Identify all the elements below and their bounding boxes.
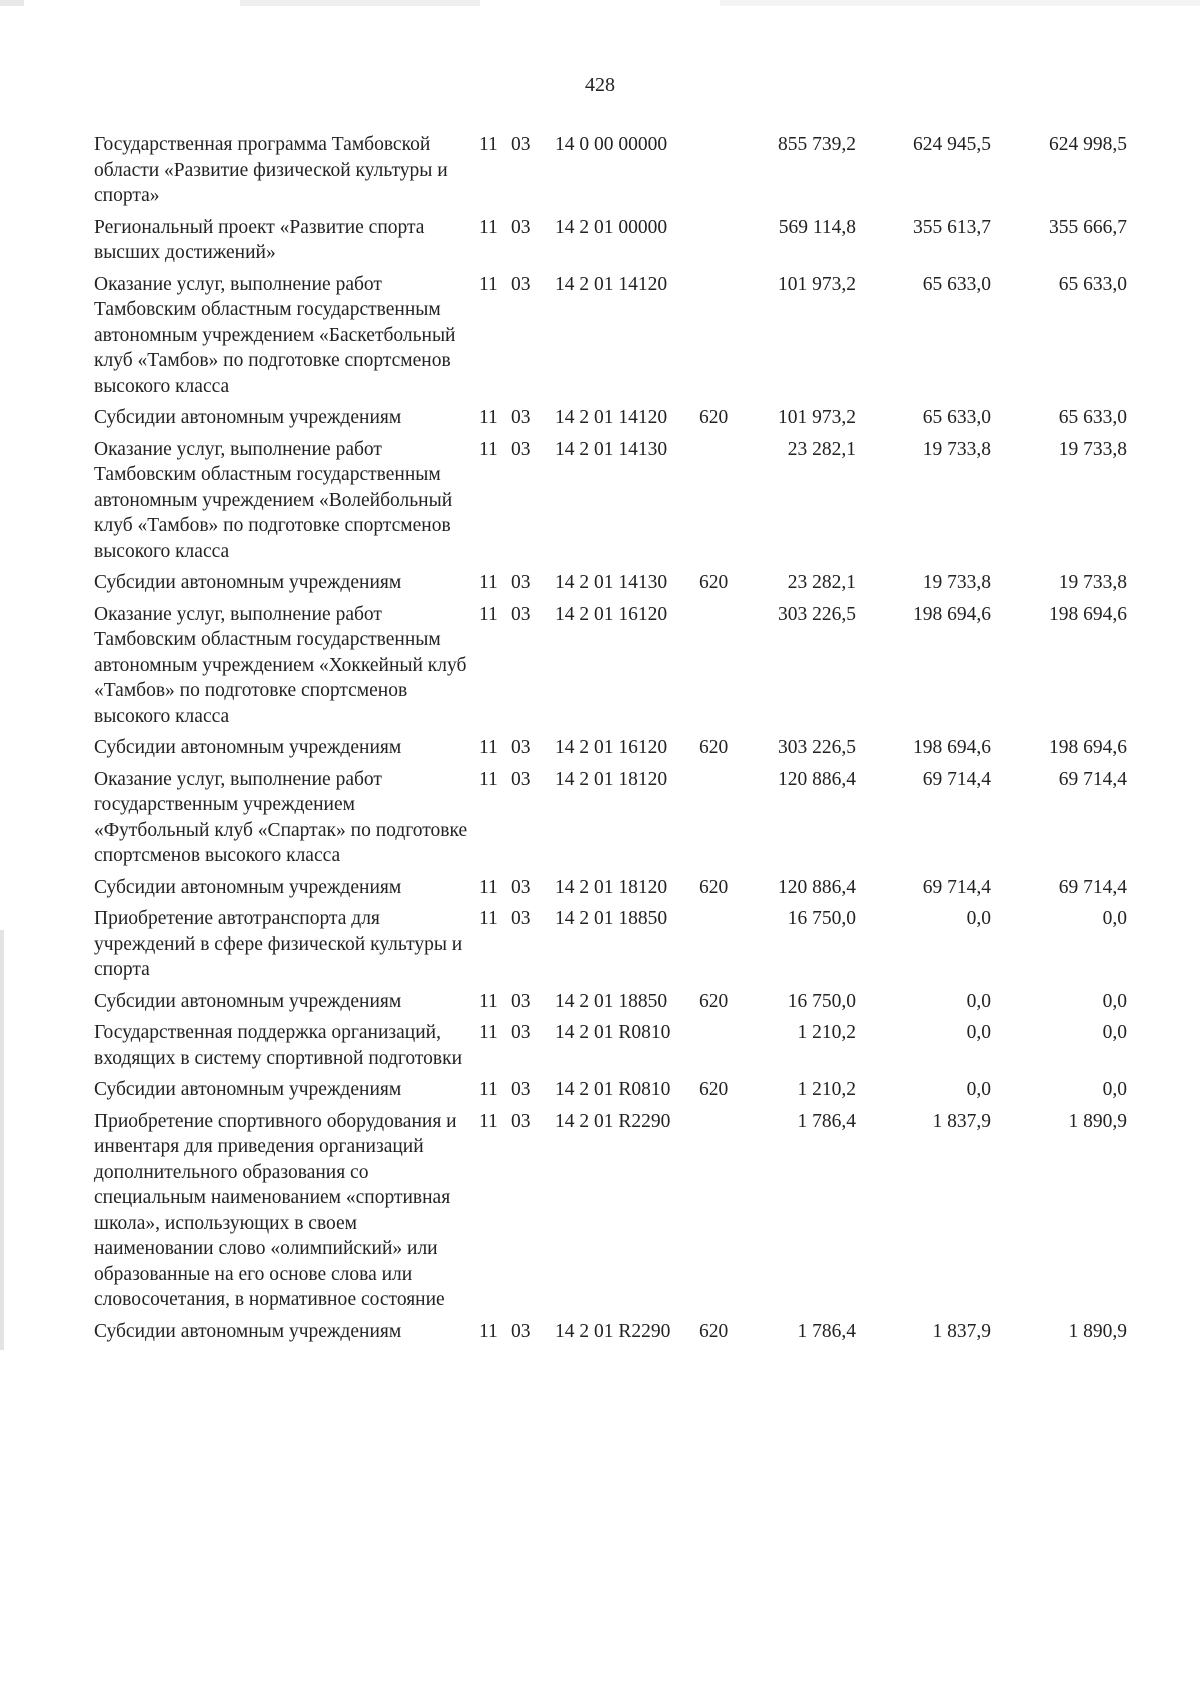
subsection-code: 03 bbox=[511, 1110, 531, 1132]
row-name: Оказание услуг, выполнение работ Тамбовским областным государственным автономным учреждением «Баскетбольный клуб «Тамбов» по подготовке спортсменов высокого класса bbox=[94, 273, 456, 397]
expense-type-code: 620 bbox=[699, 572, 729, 593]
amount-year-2: 1 837,9 bbox=[932, 1320, 991, 1342]
section-code: 11 bbox=[479, 990, 498, 1012]
table-row bbox=[94, 437, 1164, 565]
section-code: 11 bbox=[479, 603, 498, 625]
amount-year-1: 303 226,5 bbox=[778, 603, 856, 625]
row-name: Приобретение спортивного оборудования и инвентаря для приведения организаций дополнительного образования со специальным наименованием «спортивная школа», использующих в своем наименовании слово «олимпийский» или образованные на его основе слова или словосочетания, в нормативное состояние bbox=[94, 1110, 457, 1310]
row-name: Государственная программа Тамбовской области «Развитие физической культуры и спорта» bbox=[94, 134, 448, 206]
expense-type-code: 620 bbox=[699, 737, 729, 758]
target-article-code: 14 2 01 R0810 bbox=[555, 1079, 671, 1100]
expense-type-code: 620 bbox=[699, 1079, 729, 1100]
amount-year-1: 101 973,2 bbox=[778, 273, 856, 295]
row-name: Региональный проект «Развитие спорта высших достижений» bbox=[94, 216, 425, 263]
amount-year-2: 19 733,8 bbox=[922, 572, 991, 593]
subsection-code: 03 bbox=[511, 1022, 531, 1043]
row-name: Оказание услуг, выполнение работ Тамбовским областным государственным автономным учреждением «Хоккейный клуб «Тамбов» по подготовке спортсменов высокого класса bbox=[94, 603, 467, 727]
amount-year-1: 16 750,0 bbox=[787, 990, 856, 1012]
subsection-code: 03 bbox=[511, 908, 531, 929]
amount-year-3: 69 714,4 bbox=[1058, 876, 1127, 898]
row-name: Субсидии автономным учреждениям bbox=[94, 990, 402, 1012]
target-article-code: 14 2 01 R2290 bbox=[555, 1320, 671, 1342]
amount-year-3: 0,0 bbox=[1102, 1022, 1127, 1043]
expense-type-code: 620 bbox=[699, 876, 729, 898]
expense-type-code: 620 bbox=[699, 990, 729, 1012]
row-name: Субсидии автономным учреждениям bbox=[94, 876, 402, 898]
row-name: Субсидии автономным учреждениям bbox=[94, 407, 402, 428]
table-row bbox=[94, 1109, 1164, 1313]
target-article-code: 14 2 01 14120 bbox=[555, 273, 668, 295]
amount-year-3: 1 890,9 bbox=[1068, 1320, 1127, 1342]
amount-year-3: 198 694,6 bbox=[1049, 737, 1127, 758]
row-name: Субсидии автономным учреждениям bbox=[94, 572, 402, 593]
amount-year-1: 1 210,2 bbox=[797, 1079, 856, 1100]
table-row bbox=[94, 570, 1164, 596]
scan-margin-artifact bbox=[0, 930, 4, 1350]
row-name: Оказание услуг, выполнение работ государственным учреждением «Футбольный клуб «Спартак» по подготовке спортсменов высокого класса bbox=[94, 768, 468, 866]
subsection-code: 03 bbox=[511, 876, 531, 898]
section-code: 11 bbox=[479, 1110, 498, 1132]
subsection-code: 03 bbox=[511, 737, 531, 758]
amount-year-3: 624 998,5 bbox=[1049, 134, 1127, 155]
amount-year-2: 0,0 bbox=[966, 990, 991, 1012]
amount-year-2: 355 613,7 bbox=[913, 216, 991, 238]
section-code: 11 bbox=[479, 438, 498, 460]
target-article-code: 14 2 01 18850 bbox=[555, 990, 668, 1012]
section-code: 11 bbox=[479, 407, 498, 428]
amount-year-3: 0,0 bbox=[1102, 990, 1127, 1012]
expense-type-code: 620 bbox=[699, 1320, 729, 1342]
amount-year-3: 0,0 bbox=[1102, 1079, 1127, 1100]
amount-year-2: 1 837,9 bbox=[932, 1110, 991, 1132]
table-row bbox=[94, 906, 1164, 983]
table-row bbox=[94, 1020, 1164, 1071]
subsection-code: 03 bbox=[511, 273, 531, 295]
amount-year-2: 198 694,6 bbox=[913, 603, 991, 625]
amount-year-3: 1 890,9 bbox=[1068, 1110, 1127, 1132]
amount-year-2: 0,0 bbox=[966, 1022, 991, 1043]
amount-year-3: 69 714,4 bbox=[1058, 768, 1127, 790]
target-article-code: 14 2 01 14130 bbox=[555, 438, 668, 460]
table-row bbox=[94, 1077, 1164, 1103]
amount-year-3: 65 633,0 bbox=[1058, 273, 1127, 295]
amount-year-3: 355 666,7 bbox=[1049, 216, 1127, 238]
amount-year-3: 19 733,8 bbox=[1058, 438, 1127, 460]
amount-year-2: 0,0 bbox=[966, 1079, 991, 1100]
amount-year-3: 198 694,6 bbox=[1049, 603, 1127, 625]
table-row bbox=[94, 215, 1164, 266]
table-row bbox=[94, 272, 1164, 400]
amount-year-1: 569 114,8 bbox=[778, 216, 856, 238]
amount-year-1: 23 282,1 bbox=[787, 572, 856, 593]
page-number: 428 bbox=[585, 74, 615, 96]
target-article-code: 14 2 01 18850 bbox=[555, 908, 668, 929]
amount-year-2: 69 714,4 bbox=[922, 876, 991, 898]
subsection-code: 03 bbox=[511, 990, 531, 1012]
amount-year-1: 16 750,0 bbox=[787, 908, 856, 929]
target-article-code: 14 2 01 16120 bbox=[555, 737, 668, 758]
row-name: Субсидии автономным учреждениям bbox=[94, 737, 402, 758]
table-row bbox=[94, 875, 1164, 901]
amount-year-3: 19 733,8 bbox=[1058, 572, 1127, 593]
row-name: Приобретение автотранспорта для учреждений в сфере физической культуры и спорта bbox=[94, 908, 463, 980]
table-row bbox=[94, 1319, 1164, 1345]
target-article-code: 14 2 01 18120 bbox=[555, 768, 668, 790]
subsection-code: 03 bbox=[511, 216, 531, 238]
subsection-code: 03 bbox=[511, 407, 531, 428]
table-row bbox=[94, 132, 1164, 209]
section-code: 11 bbox=[479, 1022, 498, 1043]
target-article-code: 14 2 01 R2290 bbox=[555, 1110, 671, 1132]
amount-year-2: 0,0 bbox=[966, 908, 991, 929]
target-article-code: 14 2 01 14120 bbox=[555, 407, 668, 428]
section-code: 11 bbox=[479, 572, 498, 593]
amount-year-2: 19 733,8 bbox=[922, 438, 991, 460]
amount-year-1: 120 886,4 bbox=[778, 768, 856, 790]
amount-year-1: 101 973,2 bbox=[778, 407, 856, 428]
amount-year-3: 0,0 bbox=[1102, 908, 1127, 929]
target-article-code: 14 2 01 14130 bbox=[555, 572, 668, 593]
section-code: 11 bbox=[479, 1320, 498, 1342]
expense-type-code: 620 bbox=[699, 407, 729, 428]
amount-year-2: 65 633,0 bbox=[922, 407, 991, 428]
amount-year-2: 198 694,6 bbox=[913, 737, 991, 758]
section-code: 11 bbox=[479, 737, 498, 758]
subsection-code: 03 bbox=[511, 1079, 531, 1100]
subsection-code: 03 bbox=[511, 438, 531, 460]
section-code: 11 bbox=[479, 768, 498, 790]
amount-year-1: 120 886,4 bbox=[778, 876, 856, 898]
row-name: Государственная поддержка организаций, входящих в систему спортивной подготовки bbox=[94, 1022, 463, 1069]
amount-year-1: 1 210,2 bbox=[797, 1022, 856, 1043]
subsection-code: 03 bbox=[511, 572, 531, 593]
section-code: 11 bbox=[479, 134, 498, 155]
row-name: Субсидии автономным учреждениям bbox=[94, 1079, 402, 1100]
target-article-code: 14 0 00 00000 bbox=[555, 134, 668, 155]
subsection-code: 03 bbox=[511, 768, 531, 790]
amount-year-1: 1 786,4 bbox=[797, 1320, 856, 1342]
row-name: Субсидии автономным учреждениям bbox=[94, 1320, 402, 1342]
row-name: Оказание услуг, выполнение работ Тамбовским областным государственным автономным учреждением «Волейбольный клуб «Тамбов» по подготовке спортсменов высокого класса bbox=[94, 438, 453, 562]
scan-edge-artifact bbox=[0, 0, 1200, 6]
amount-year-2: 69 714,4 bbox=[922, 768, 991, 790]
target-article-code: 14 2 01 00000 bbox=[555, 216, 668, 238]
amount-year-1: 23 282,1 bbox=[787, 438, 856, 460]
section-code: 11 bbox=[479, 216, 498, 238]
section-code: 11 bbox=[479, 1079, 498, 1100]
budget-table bbox=[94, 132, 1164, 1350]
amount-year-1: 303 226,5 bbox=[778, 737, 856, 758]
target-article-code: 14 2 01 R0810 bbox=[555, 1022, 671, 1043]
amount-year-1: 1 786,4 bbox=[797, 1110, 856, 1132]
table-row bbox=[94, 989, 1164, 1015]
subsection-code: 03 bbox=[511, 1320, 531, 1342]
amount-year-2: 624 945,5 bbox=[913, 134, 991, 155]
amount-year-1: 855 739,2 bbox=[778, 134, 856, 155]
section-code: 11 bbox=[479, 876, 498, 898]
amount-year-2: 65 633,0 bbox=[922, 273, 991, 295]
table-row bbox=[94, 735, 1164, 761]
section-code: 11 bbox=[479, 273, 498, 295]
table-row bbox=[94, 602, 1164, 730]
target-article-code: 14 2 01 16120 bbox=[555, 603, 668, 625]
target-article-code: 14 2 01 18120 bbox=[555, 876, 668, 898]
subsection-code: 03 bbox=[511, 134, 531, 155]
table-row bbox=[94, 767, 1164, 869]
amount-year-3: 65 633,0 bbox=[1058, 407, 1127, 428]
section-code: 11 bbox=[479, 908, 498, 929]
table-row bbox=[94, 405, 1164, 431]
subsection-code: 03 bbox=[511, 603, 531, 625]
